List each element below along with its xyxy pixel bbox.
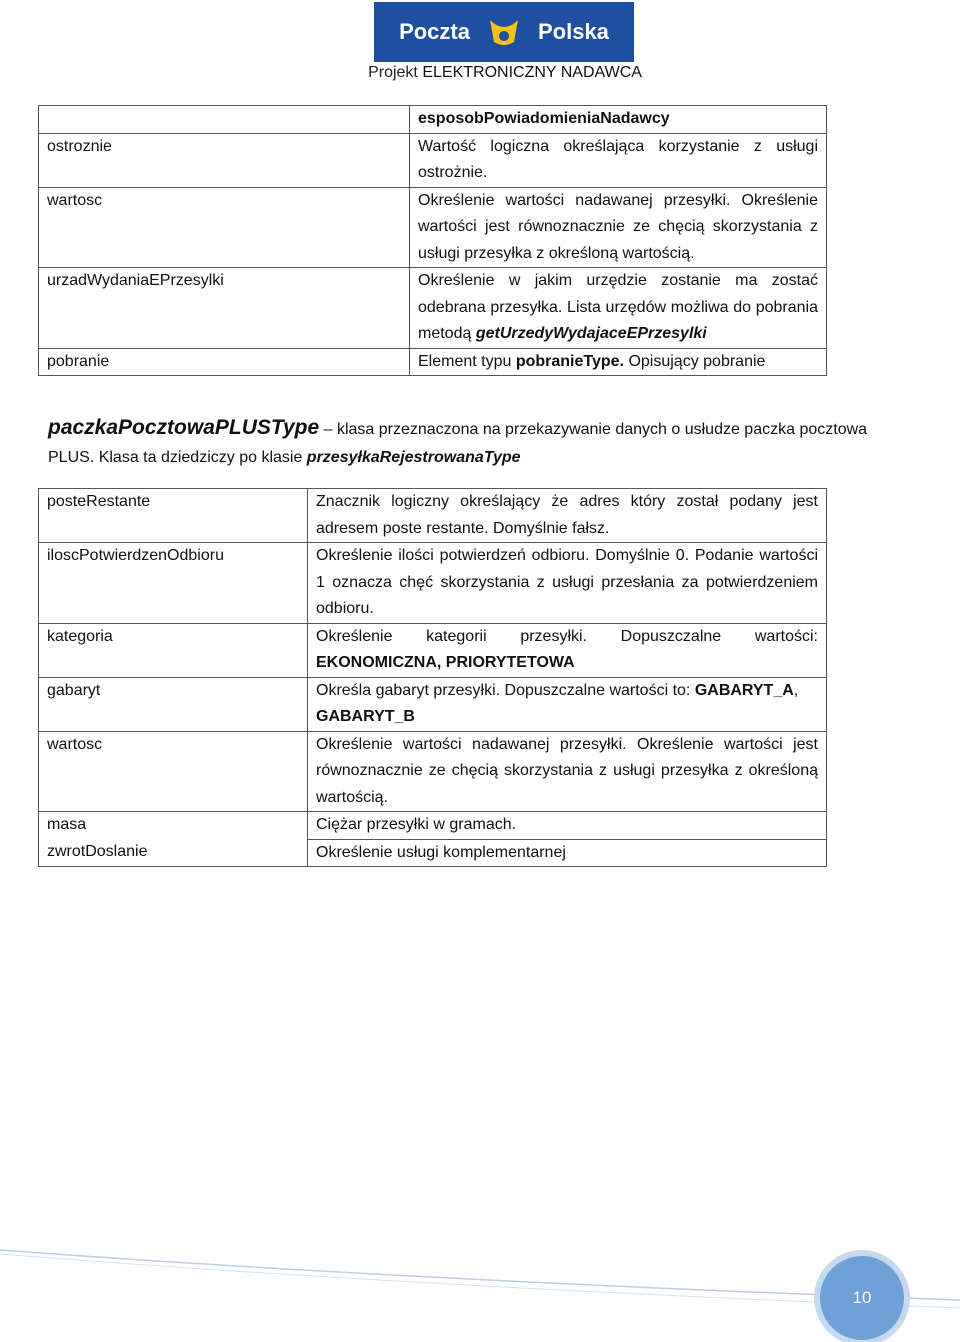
field-name: kategoria bbox=[39, 623, 308, 677]
table-row bbox=[39, 489, 827, 543]
field-desc: Element typu pobranieType. Opisujący pobranie bbox=[410, 348, 827, 376]
footer-decoration bbox=[0, 1240, 960, 1342]
field-desc: Określenie kategorii przesyłki. Dopuszczalne wartości: EKONOMICZNA, PRIORYTETOWA bbox=[308, 623, 827, 677]
section-heading: paczkaPocztowaPLUSType – klasa przeznaczona na przekazywanie danych o usłudze paczka pocztowa PLUS. Klasa ta dziedziczy po klasie przesyłkaRejestrowanaType bbox=[48, 416, 868, 466]
field-name: wartosc bbox=[39, 187, 410, 268]
table-row bbox=[39, 677, 827, 731]
field-desc: Określenie ilości potwierdzeń odbioru. Domyślnie 0. Podanie wartości 1 oznacza chęć skorzystania z usługi przesłania za potwierdzeniem odbioru. bbox=[308, 543, 827, 624]
post-horn-icon bbox=[484, 12, 524, 52]
field-desc: Wartość logiczna określająca korzystanie z usługi ostrożnie. bbox=[410, 133, 827, 187]
table-row bbox=[39, 623, 827, 677]
fields-table-2 bbox=[38, 488, 827, 867]
logo-text-right: Polska bbox=[537, 19, 609, 44]
field-desc: Określenie usługi komplementarnej bbox=[308, 839, 827, 867]
page-number: 10 bbox=[852, 1288, 872, 1307]
field-name: masa bbox=[39, 812, 308, 840]
table-row bbox=[39, 133, 827, 187]
field-name: zwrotDoslanie bbox=[39, 839, 308, 867]
project-title: Projekt ELEKTRONICZNY NADAWCA bbox=[368, 64, 642, 81]
field-name: urzadWydaniaEPrzesylki bbox=[39, 268, 410, 349]
field-name: gabaryt bbox=[39, 677, 308, 731]
field-desc: Określa gabaryt przesyłki. Dopuszczalne wartości to: GABARYT_A, GABARYT_B bbox=[308, 677, 827, 731]
field-name: posteRestante bbox=[39, 489, 308, 543]
page-number-badge bbox=[820, 1256, 904, 1340]
parent-class: przesyłkaRejestrowanaType bbox=[306, 449, 521, 466]
fields-table-1 bbox=[38, 105, 827, 376]
field-desc: Określenie wartości nadawanej przesyłki. Określenie wartości jest równoznacznie ze chęcią skorzystania z usługi przesyłka z określoną wartością. bbox=[410, 187, 827, 268]
field-name: ostroznie bbox=[39, 133, 410, 187]
field-name: pobranie bbox=[39, 348, 410, 376]
class-name: paczkaPocztowaPLUSType bbox=[48, 416, 320, 439]
table-row bbox=[39, 839, 827, 867]
table-row bbox=[39, 543, 827, 624]
table-row bbox=[39, 731, 827, 812]
table-row bbox=[39, 106, 827, 134]
table-row bbox=[39, 812, 827, 840]
poczta-polska-logo bbox=[374, 2, 634, 62]
table-row bbox=[39, 187, 827, 268]
field-desc: Określenie w jakim urzędzie zostanie ma zostać odebrana przesyłka. Lista urzędów możliwa do pobrania metodą getUrzedyWydajaceEPrzesylki bbox=[410, 268, 827, 349]
field-name: iloscPotwierdzenOdbioru bbox=[39, 543, 308, 624]
table-row bbox=[39, 348, 827, 376]
field-desc: Znacznik logiczny określający że adres który został podany jest adresem poste restante. Domyślnie fałsz. bbox=[308, 489, 827, 543]
logo-text-left: Poczta bbox=[399, 19, 470, 44]
field-name: wartosc bbox=[39, 731, 308, 812]
project-name: ELEKTRONICZNY NADAWCA bbox=[422, 64, 642, 81]
table-row bbox=[39, 268, 827, 349]
field-desc: Określenie wartości nadawanej przesyłki. Określenie wartości jest równoznacznie ze chęcią skorzystania z usługi przesyłka z określoną wartością. bbox=[308, 731, 827, 812]
field-header: esposobPowiadomieniaNadawcy bbox=[418, 110, 670, 127]
field-desc: Ciężar przesyłki w gramach. bbox=[308, 812, 827, 840]
